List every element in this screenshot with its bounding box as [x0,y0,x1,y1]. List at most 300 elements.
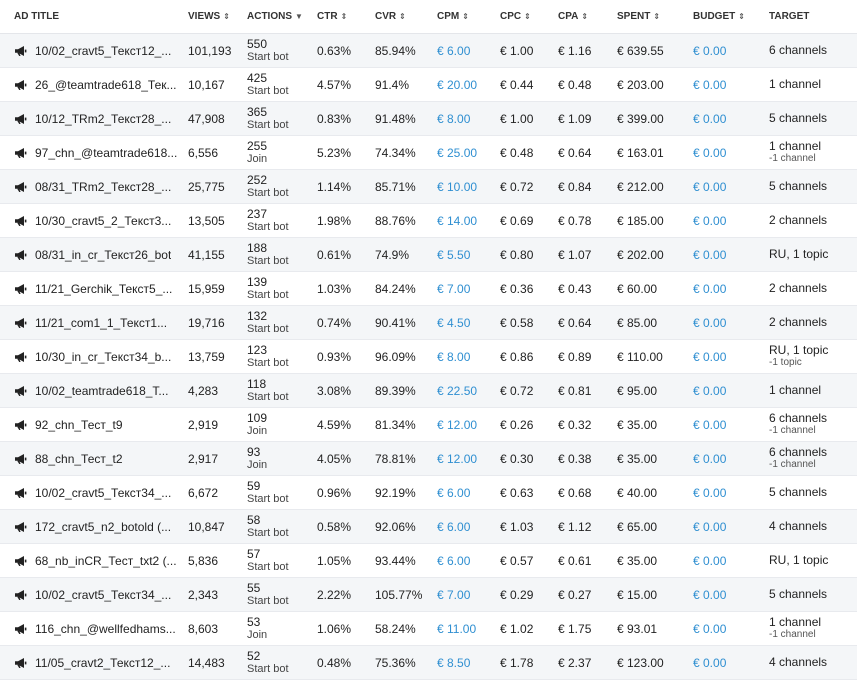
actions-count: 57 [247,546,261,561]
sort-icon: ⇕ [462,12,469,21]
ad-title-link[interactable]: 116_chn_@wellfedhams... [35,621,176,636]
cell-budget[interactable]: € 0.00 [693,136,769,170]
header-ad-title[interactable] [0,0,188,34]
target-main: 1 channel [769,139,822,153]
header-views[interactable] [188,0,247,34]
target-sub: -1 channel [769,629,816,640]
target-sub: -1 channel [769,153,816,164]
cell-cvr: 75.36% [375,646,437,680]
cell-ad-title[interactable] [0,68,188,102]
cell-cpm[interactable]: € 22.50 [437,374,500,408]
cell-ad-title[interactable] [0,136,188,170]
cell-ad-title[interactable] [0,408,188,442]
cell-ad-title[interactable] [0,612,188,646]
cell-cvr: 81.34% [375,408,437,442]
header-label: AD TITLE [14,11,59,22]
action-type: Start bot [247,560,289,573]
actions-count: 93 [247,444,261,459]
cell-cpm[interactable]: € 7.00 [437,578,500,612]
cell-cpm[interactable]: € 5.50 [437,238,500,272]
cell-actions [247,136,317,170]
cell-cpc: € 0.36 [500,272,558,306]
cell-cvr: 78.81% [375,442,437,476]
target-sub: -1 channel [769,459,816,470]
cell-ctr: 3.08% [317,374,375,408]
cell-actions [247,578,317,612]
cell-ctr: 2.22% [317,578,375,612]
header-cpa[interactable] [558,0,617,34]
cell-spent: € 60.00 [617,272,693,306]
cell-cpm[interactable]: € 14.00 [437,204,500,238]
cell-cpm[interactable]: € 12.00 [437,442,500,476]
cell-cpa: € 0.89 [558,340,617,374]
megaphone-icon [14,453,27,465]
cell-cvr: 85.94% [375,34,437,68]
cell-cvr: 91.48% [375,102,437,136]
cell-views: 10,167 [188,68,247,102]
cell-spent: € 65.00 [617,510,693,544]
ad-title-link[interactable]: 68_nb_inCR_Тест_txt2 (... [35,553,177,568]
cell-cpa: € 0.61 [558,544,617,578]
cell-cpa: € 0.64 [558,136,617,170]
header-cpm[interactable] [437,0,500,34]
target-main: 5 channels [769,111,828,125]
ad-title-link[interactable]: 11/21_Gerchik_Текст5_... [35,281,173,296]
cell-actions [247,34,317,68]
target-main: 1 channel [769,383,822,397]
cell-actions [247,612,317,646]
table-row[interactable] [0,306,857,340]
cell-cpm[interactable]: € 8.00 [437,102,500,136]
actions-count: 52 [247,648,261,663]
ad-title-link[interactable]: 10/02_teamtrade618_T... [35,383,169,398]
header-budget[interactable] [693,0,769,34]
cell-views: 4,283 [188,374,247,408]
table-row[interactable] [0,136,857,170]
megaphone-icon [14,283,27,295]
cell-cpm[interactable]: € 8.50 [437,646,500,680]
cell-target [769,170,857,204]
cell-cpa: € 1.16 [558,34,617,68]
cell-views: 25,775 [188,170,247,204]
cell-spent: € 35.00 [617,544,693,578]
sort-icon: ⇕ [738,12,745,21]
actions-count: 59 [247,478,261,493]
cell-views: 6,672 [188,476,247,510]
cell-views: 2,917 [188,442,247,476]
cell-cpm[interactable]: € 20.00 [437,68,500,102]
cell-spent: € 123.00 [617,646,693,680]
sort-icon: ⇕ [524,12,531,21]
cell-target [769,374,857,408]
cell-cpa: € 1.75 [558,612,617,646]
cell-target [769,510,857,544]
cell-spent: € 35.00 [617,408,693,442]
cell-cvr: 89.39% [375,374,437,408]
actions-count: 109 [247,410,268,425]
cell-cpm[interactable]: € 10.00 [437,170,500,204]
ad-title-link[interactable]: 11/05_cravt2_Текст12_... [35,655,171,670]
cell-target [769,340,857,374]
cell-cvr: 74.9% [375,238,437,272]
cell-actions [247,238,317,272]
table-row[interactable] [0,68,857,102]
target-main: RU, 1 topic [769,247,829,261]
cell-target [769,612,857,646]
target-main: RU, 1 topic [769,343,829,357]
cell-target [769,102,857,136]
cell-ad-title[interactable] [0,34,188,68]
cell-cpa: € 1.07 [558,238,617,272]
table-row[interactable] [0,102,857,136]
cell-cpa: € 2.37 [558,646,617,680]
cell-views: 19,716 [188,306,247,340]
table-row[interactable] [0,272,857,306]
header-label: BUDGET [693,11,736,22]
table-row[interactable] [0,238,857,272]
table-row[interactable] [0,170,857,204]
table-row[interactable] [0,374,857,408]
actions-count: 365 [247,104,268,119]
table-row[interactable] [0,204,857,238]
megaphone-icon [14,419,27,431]
cell-ctr: 0.93% [317,340,375,374]
cell-views: 41,155 [188,238,247,272]
cell-target [769,136,857,170]
target-main: 1 channel [769,77,822,91]
target-main: 2 channels [769,281,828,295]
cell-actions [247,68,317,102]
header-label: CTR [317,11,338,22]
cell-ad-title[interactable] [0,646,188,680]
target-main: 6 channels [769,445,828,459]
sort-icon: ⇕ [340,12,348,21]
megaphone-icon [14,385,27,397]
cell-cpa: € 0.64 [558,306,617,340]
cell-cpm[interactable]: € 6.00 [437,34,500,68]
cell-target [769,306,857,340]
ad-title-link[interactable]: 92_chn_Тест_t9 [35,417,123,432]
target-sub: -1 topic [769,357,802,368]
cell-budget[interactable]: € 0.00 [693,544,769,578]
cell-cpa: € 0.84 [558,170,617,204]
megaphone-icon [14,555,27,567]
table-row[interactable] [0,34,857,68]
ad-title-link[interactable]: 10/30_in_cr_Текст34_b... [35,349,172,364]
sort-icon: ⇕ [399,12,406,21]
cell-target [769,34,857,68]
cell-cpm[interactable]: € 11.00 [437,612,500,646]
header-actions[interactable] [247,0,317,34]
action-type: Join [247,628,268,641]
cell-actions [247,102,317,136]
cell-spent: € 212.00 [617,170,693,204]
actions-count: 425 [247,70,268,85]
actions-count: 188 [247,240,268,255]
cell-budget[interactable]: € 0.00 [693,646,769,680]
cell-views: 8,603 [188,612,247,646]
cell-budget[interactable]: € 0.00 [693,408,769,442]
cell-actions [247,340,317,374]
cell-cpa: € 1.12 [558,510,617,544]
cell-spent: € 203.00 [617,68,693,102]
cell-views: 2,343 [188,578,247,612]
cell-cpc: € 0.29 [500,578,558,612]
table-row[interactable] [0,612,857,646]
cell-budget[interactable]: € 0.00 [693,612,769,646]
cell-budget[interactable]: € 0.00 [693,68,769,102]
ad-title-link[interactable]: 11/21_com1_1_Текст1... [35,315,168,330]
cell-ad-title[interactable] [0,510,188,544]
actions-count: 252 [247,172,268,187]
cell-cpc: € 1.03 [500,510,558,544]
cell-ad-title[interactable] [0,544,188,578]
cell-spent: € 95.00 [617,374,693,408]
cell-budget[interactable]: € 0.00 [693,34,769,68]
actions-count: 132 [247,308,268,323]
actions-count: 118 [247,376,267,391]
cell-target [769,272,857,306]
cell-budget[interactable]: € 0.00 [693,204,769,238]
cell-cvr: 84.24% [375,272,437,306]
cell-ctr: 0.96% [317,476,375,510]
cell-ctr: 0.83% [317,102,375,136]
sort-icon: ⇕ [223,12,230,21]
cell-budget[interactable]: € 0.00 [693,340,769,374]
ad-title-link[interactable]: 10/12_TRm2_Текст28_... [35,111,172,126]
cell-budget[interactable]: € 0.00 [693,476,769,510]
cell-budget[interactable]: € 0.00 [693,374,769,408]
cell-cpc: € 0.48 [500,136,558,170]
cell-budget[interactable]: € 0.00 [693,510,769,544]
cell-cvr: 93.44% [375,544,437,578]
cell-cpm[interactable]: € 6.00 [437,544,500,578]
cell-ad-title[interactable] [0,204,188,238]
table-row[interactable] [0,442,857,476]
cell-cvr: 74.34% [375,136,437,170]
cell-views: 47,908 [188,102,247,136]
megaphone-icon [14,317,27,329]
cell-actions [247,204,317,238]
cell-actions [247,272,317,306]
action-type: Start bot [247,84,289,97]
cell-actions [247,374,317,408]
megaphone-icon [14,181,27,193]
cell-target [769,476,857,510]
cell-budget[interactable]: € 0.00 [693,170,769,204]
cell-budget[interactable]: € 0.00 [693,306,769,340]
cell-cvr: 58.24% [375,612,437,646]
cell-cpc: € 1.78 [500,646,558,680]
header-cvr[interactable] [375,0,437,34]
ad-title-link[interactable]: 172_cravt5_n2_botold (... [35,519,172,534]
cell-cvr: 105.77% [375,578,437,612]
cell-budget[interactable]: € 0.00 [693,102,769,136]
cell-ad-title[interactable] [0,306,188,340]
cell-ctr: 1.98% [317,204,375,238]
target-main: 5 channels [769,485,828,499]
action-type: Start bot [247,288,289,301]
cell-spent: € 110.00 [617,340,693,374]
cell-ad-title[interactable] [0,476,188,510]
cell-budget[interactable]: € 0.00 [693,578,769,612]
cell-ad-title[interactable] [0,238,188,272]
table-row[interactable] [0,408,857,442]
action-type: Start bot [247,186,289,199]
cell-ad-title[interactable] [0,102,188,136]
cell-cpc: € 0.69 [500,204,558,238]
header-label: CPA [558,11,579,22]
table-row[interactable] [0,340,857,374]
cell-target [769,408,857,442]
target-main: 6 channels [769,411,828,425]
target-main: 5 channels [769,179,828,193]
cell-ctr: 4.57% [317,68,375,102]
cell-actions [247,646,317,680]
sort-desc-icon: ▼ [295,12,303,21]
cell-cpa: € 0.78 [558,204,617,238]
cell-cpc: € 0.44 [500,68,558,102]
cell-actions [247,306,317,340]
cell-ctr: 1.05% [317,544,375,578]
actions-count: 139 [247,274,268,289]
actions-count: 237 [247,206,268,221]
cell-target [769,442,857,476]
actions-count: 123 [247,342,268,357]
ad-title-link[interactable]: 10/02_cravt5_Текст34_... [35,485,172,500]
cell-ad-title[interactable] [0,442,188,476]
cell-cpm[interactable]: € 25.00 [437,136,500,170]
cell-views: 13,759 [188,340,247,374]
cell-cpm[interactable]: € 6.00 [437,476,500,510]
megaphone-icon [14,249,27,261]
header-target [769,0,857,34]
cell-cpc: € 1.00 [500,34,558,68]
cell-ctr: 0.74% [317,306,375,340]
cell-ad-title[interactable] [0,170,188,204]
table-row[interactable] [0,476,857,510]
cell-ad-title[interactable] [0,340,188,374]
table-row[interactable] [0,646,857,680]
header-label: CPC [500,11,522,22]
ad-title-link[interactable]: 08/31_TRm2_Текст28_... [35,179,172,194]
megaphone-icon [14,351,27,363]
megaphone-icon [14,487,27,499]
cell-cvr: 92.19% [375,476,437,510]
cell-target [769,68,857,102]
header-label: SPENT [617,11,651,22]
megaphone-icon [14,113,27,125]
cell-spent: € 93.01 [617,612,693,646]
action-type: Start bot [247,356,289,369]
header-label: TARGET [769,11,810,22]
cell-cpc: € 1.02 [500,612,558,646]
table-body [0,34,857,680]
target-sub: -1 channel [769,425,816,436]
action-type: Start bot [247,390,289,403]
table-row[interactable] [0,544,857,578]
cell-budget[interactable]: € 0.00 [693,238,769,272]
cell-cpm[interactable]: € 8.00 [437,340,500,374]
target-main: 4 channels [769,519,828,533]
cell-cpm[interactable]: € 12.00 [437,408,500,442]
cell-cpa: € 0.43 [558,272,617,306]
cell-ctr: 1.14% [317,170,375,204]
ad-title-link[interactable]: 10/02_cravt5_Текст34_... [35,587,172,602]
cell-cpa: € 0.38 [558,442,617,476]
cell-cpm[interactable]: € 4.50 [437,306,500,340]
cell-cpa: € 0.68 [558,476,617,510]
actions-count: 255 [247,138,268,153]
table-header-row [0,0,857,34]
target-main: RU, 1 topic [769,553,829,567]
cell-ad-title[interactable] [0,374,188,408]
action-type: Start bot [247,50,289,63]
table-row[interactable] [0,510,857,544]
cell-spent: € 399.00 [617,102,693,136]
cell-ctr: 0.58% [317,510,375,544]
table-row[interactable] [0,578,857,612]
cell-actions [247,442,317,476]
ad-title-link[interactable]: 08/31_in_cr_Текст26_bot [35,247,172,262]
cell-budget[interactable]: € 0.00 [693,442,769,476]
action-type: Join [247,458,268,471]
ad-title-link[interactable]: 97_chn_@teamtrade618... [35,145,178,160]
cell-cpc: € 0.72 [500,170,558,204]
cell-actions [247,510,317,544]
sort-icon: ⇕ [653,12,661,21]
cell-target [769,238,857,272]
cell-ad-title[interactable] [0,272,188,306]
cell-target [769,578,857,612]
cell-views: 14,483 [188,646,247,680]
cell-target [769,204,857,238]
action-type: Start bot [247,118,289,131]
cell-cpm[interactable]: € 7.00 [437,272,500,306]
header-cpc[interactable] [500,0,558,34]
cell-target [769,646,857,680]
target-main: 6 channels [769,43,828,57]
header-spent[interactable] [617,0,693,34]
ad-title-link[interactable]: 88_chn_Тест_t2 [35,451,123,466]
megaphone-icon [14,657,27,669]
target-main: 2 channels [769,213,828,227]
cell-budget[interactable]: € 0.00 [693,272,769,306]
header-ctr[interactable] [317,0,375,34]
cell-views: 6,556 [188,136,247,170]
cell-spent: € 85.00 [617,306,693,340]
cell-ctr: 0.61% [317,238,375,272]
cell-cpm[interactable]: € 6.00 [437,510,500,544]
cell-cpc: € 0.30 [500,442,558,476]
ad-title-link[interactable]: 10/02_cravt5_Текст12_... [35,43,172,58]
cell-cvr: 88.76% [375,204,437,238]
cell-cvr: 90.41% [375,306,437,340]
cell-cpc: € 0.57 [500,544,558,578]
cell-cvr: 85.71% [375,170,437,204]
cell-spent: € 163.01 [617,136,693,170]
header-label: CVR [375,11,397,22]
ad-title-link[interactable]: 10/30_cravt5_2_Текст3... [35,213,172,228]
ad-title-link[interactable]: 26_@teamtrade618_Тек... [35,77,177,92]
cell-ctr: 0.63% [317,34,375,68]
cell-cpc: € 0.86 [500,340,558,374]
megaphone-icon [14,79,27,91]
cell-cpc: € 1.00 [500,102,558,136]
cell-spent: € 639.55 [617,34,693,68]
cell-views: 101,193 [188,34,247,68]
cell-ad-title[interactable] [0,578,188,612]
